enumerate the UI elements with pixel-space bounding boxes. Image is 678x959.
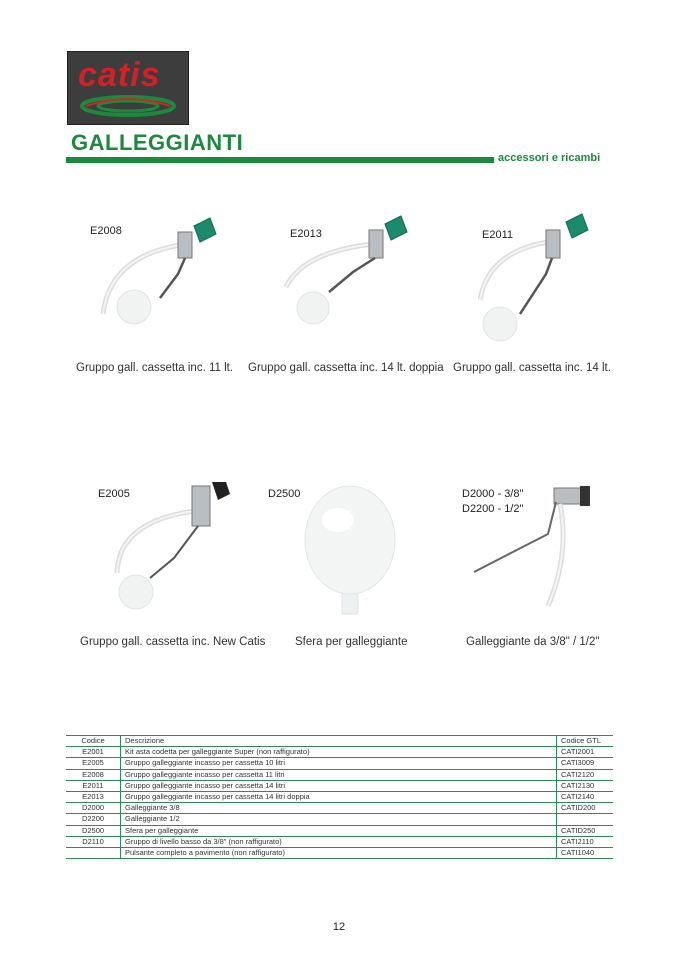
- product-table: [66, 735, 613, 859]
- cell-code: E2013: [66, 791, 121, 802]
- product-caption: Gruppo gall. cassetta inc. New Catis: [80, 636, 266, 648]
- product-caption: Gruppo gall. cassetta inc. 11 lt.: [76, 362, 234, 374]
- cell-code: D2110: [66, 836, 121, 847]
- cell-description: Galleggiante 1/2: [121, 814, 557, 825]
- product-code: D2500: [268, 488, 301, 500]
- product-caption: Gruppo gall. cassetta inc. 14 lt. doppia: [248, 362, 444, 374]
- cell-gtl-code: CATI2130: [557, 780, 614, 791]
- cell-code: [66, 847, 121, 858]
- cell-gtl-code: CATID250: [557, 825, 614, 836]
- table-header-row: [66, 736, 613, 747]
- cell-description: Gruppo di livello basso da 3/8" (non raffigurato): [121, 836, 557, 847]
- cell-code: D2200: [66, 814, 121, 825]
- table-header-gtl-code: Codice GTL: [557, 736, 614, 747]
- table-row: [66, 758, 613, 769]
- table-row: [66, 780, 613, 791]
- float-valve-e2011-image: [478, 212, 593, 347]
- cell-code: E2005: [66, 758, 121, 769]
- cell-gtl-code: [557, 814, 614, 825]
- table-row: [66, 825, 613, 836]
- catis-logo: [67, 51, 189, 125]
- product-code: E2013: [290, 228, 322, 240]
- cell-gtl-code: CATI2110: [557, 836, 614, 847]
- cell-description: Gruppo galleggiante incasso per cassetta 14 litri doppia: [121, 791, 557, 802]
- cell-description: Gruppo galleggiante incasso per cassetta 14 litri: [121, 780, 557, 791]
- table-row: [66, 791, 613, 802]
- float-valve-e2005-image: [114, 478, 234, 618]
- cell-gtl-code: CATID200: [557, 803, 614, 814]
- table-row: [66, 847, 613, 858]
- logo-wordmark: catis: [78, 56, 161, 94]
- cell-description: Kit asta codetta per galleggiante Super (non raffigurato): [121, 747, 557, 758]
- table-row: [66, 769, 613, 780]
- page-subtitle: accessori e ricambi: [498, 152, 601, 164]
- logo-swirl-icon: [76, 94, 180, 118]
- product-code: E2011: [482, 229, 513, 241]
- title-underline: [66, 157, 494, 163]
- float-valve-e2013-image: [283, 212, 413, 332]
- product-code: E2005: [98, 488, 130, 500]
- table-row: [66, 747, 613, 758]
- table-header-code: Codice: [66, 736, 121, 747]
- product-code: D2000 - 3/8": [462, 488, 524, 500]
- product-caption: Gruppo gall. cassetta inc. 14 lt.: [453, 362, 611, 374]
- product-code: E2008: [90, 225, 122, 237]
- product-caption: Sfera per galleggiante: [295, 636, 408, 648]
- float-ball-d2500-image: [302, 484, 400, 616]
- product-code-secondary: D2200 - 1/2": [462, 503, 524, 515]
- cell-code: E2001: [66, 747, 121, 758]
- cell-gtl-code: CATI1040: [557, 847, 614, 858]
- cell-description: Sfera per galleggiante: [121, 825, 557, 836]
- page-number: 12: [332, 921, 346, 933]
- cell-gtl-code: CATI2120: [557, 769, 614, 780]
- cell-description: Galleggiante 3/8: [121, 803, 557, 814]
- float-valve-e2008-image: [100, 212, 225, 332]
- table-row: [66, 814, 613, 825]
- cell-gtl-code: CATI2001: [557, 747, 614, 758]
- cell-gtl-code: CATI2140: [557, 791, 614, 802]
- cell-code: D2000: [66, 803, 121, 814]
- cell-description: Gruppo galleggiante incasso per cassetta 10 litri: [121, 758, 557, 769]
- table-row: [66, 836, 613, 847]
- page-title: GALLEGGIANTI: [71, 130, 244, 155]
- cell-description: Gruppo galleggiante incasso per cassetta 11 litri: [121, 769, 557, 780]
- table-header-description: Descrizione: [121, 736, 557, 747]
- cell-code: D2500: [66, 825, 121, 836]
- product-caption: Galleggiante da 3/8" / 1/2": [466, 636, 600, 648]
- cell-description: Pulsante completo a pavimento (non raffigurato): [121, 847, 557, 858]
- cell-code: E2011: [66, 780, 121, 791]
- table-row: [66, 803, 613, 814]
- float-rod-d2000-image: [470, 484, 595, 614]
- cell-code: E2008: [66, 769, 121, 780]
- cell-gtl-code: CATI3009: [557, 758, 614, 769]
